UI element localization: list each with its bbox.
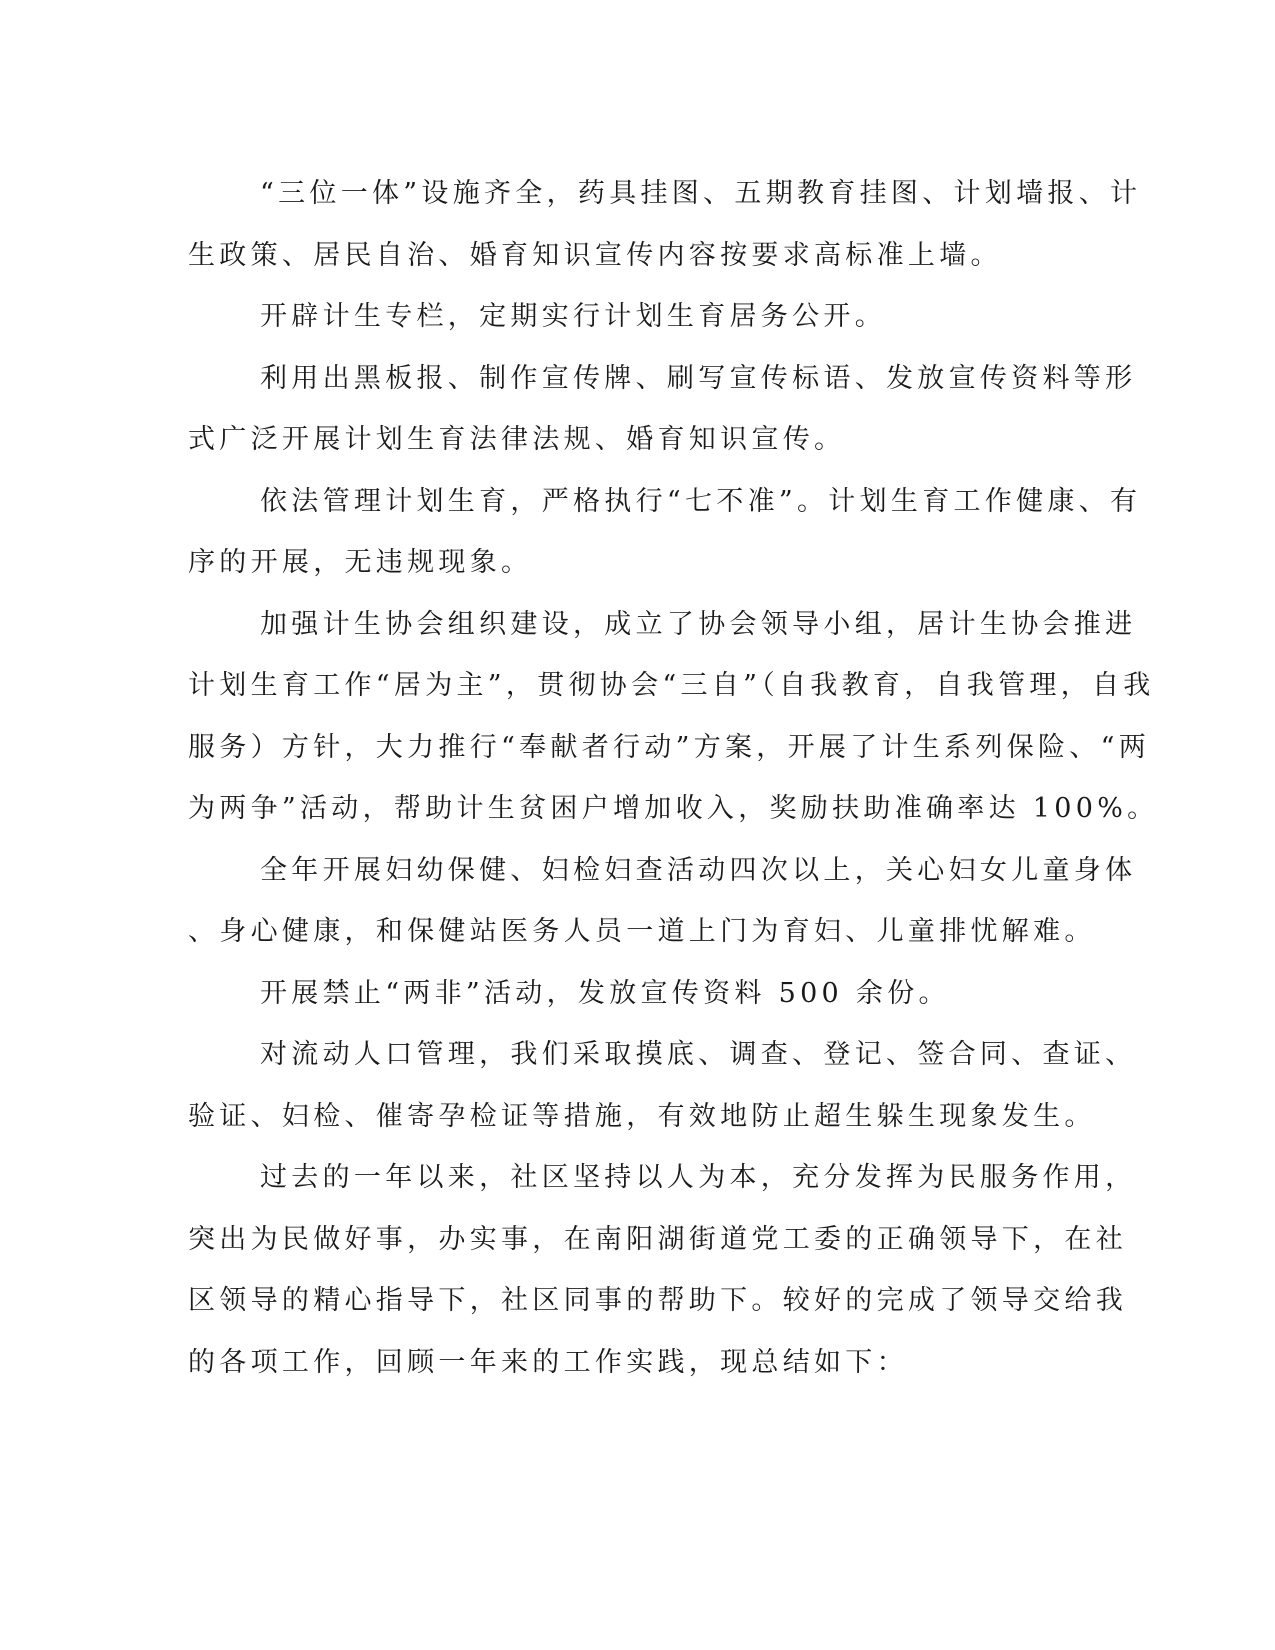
paragraph-line: 利用出黑板报、制作宣传牌、刷写宣传标语、发放宣传资料等形 <box>260 362 1137 394</box>
paragraph-line: 式广泛开展计划生育法律法规、婚育知识宣传。 <box>188 424 846 455</box>
document-body <box>188 163 1159 1393</box>
paragraph-line: 服务）方针，大力推行“奉献者行动”方案，开展了计生系列保险、“两 <box>188 731 1151 763</box>
paragraph-line: 、身心健康，和保健站医务人员一道上门为育妇、儿童排忧解难。 <box>188 916 1096 947</box>
paragraph-line: 依法管理计划生育，严格执行“七不准”。计划生育工作健康、有 <box>260 485 1142 517</box>
paragraph-line: 生政策、居民自治、婚育知识宣传内容按要求高标准上墙。 <box>188 239 1002 271</box>
paragraph-line: 过去的一年以来，社区坚持以人为本，充分发挥为民服务作用， <box>260 1162 1137 1193</box>
paragraph-line: 序的开展，无违规现象。 <box>188 547 533 578</box>
paragraph-line: 验证、妇检、催寄孕检证等措施，有效地防止超生躲生现象发生。 <box>188 1100 1096 1132</box>
paragraph-line: 为两争”活动，帮助计生贫困户增加收入，奖励扶助准确率达 100%。 <box>188 793 1159 824</box>
paragraph-line: 开辟计生专栏，定期实行计划生育居务公开。 <box>260 301 886 332</box>
paragraph-line: “三位一体”设施齐全，药具挂图、五期教育挂图、计划墙报、计 <box>260 178 1142 209</box>
paragraph-line: 加强计生协会组织建设，成立了协会领导小组，居计生协会推进 <box>260 608 1137 640</box>
paragraph-line: 全年开展妇幼保健、妇检妇查活动四次以上，关心妇女儿童身体 <box>260 854 1137 886</box>
paragraph-line: 对流动人口管理，我们采取摸底、调查、登记、签合同、查证、 <box>260 1039 1137 1070</box>
paragraph-line: 区领导的精心指导下，社区同事的帮助下。较好的完成了领导交给我 <box>188 1285 1127 1316</box>
paragraph-line: 的各项工作，回顾一年来的工作实践，现总结如下： <box>188 1346 908 1378</box>
paragraph-line: 开展禁止“两非”活动，发放宣传资料 500 余份。 <box>260 977 950 1009</box>
paragraph-line: 计划生育工作“居为主”，贯彻协会“三自”（自我教育，自我管理，自我 <box>188 670 1155 701</box>
paragraph-line: 突出为民做好事，办实事，在南阳湖街道党工委的正确领导下，在社 <box>188 1223 1127 1255</box>
